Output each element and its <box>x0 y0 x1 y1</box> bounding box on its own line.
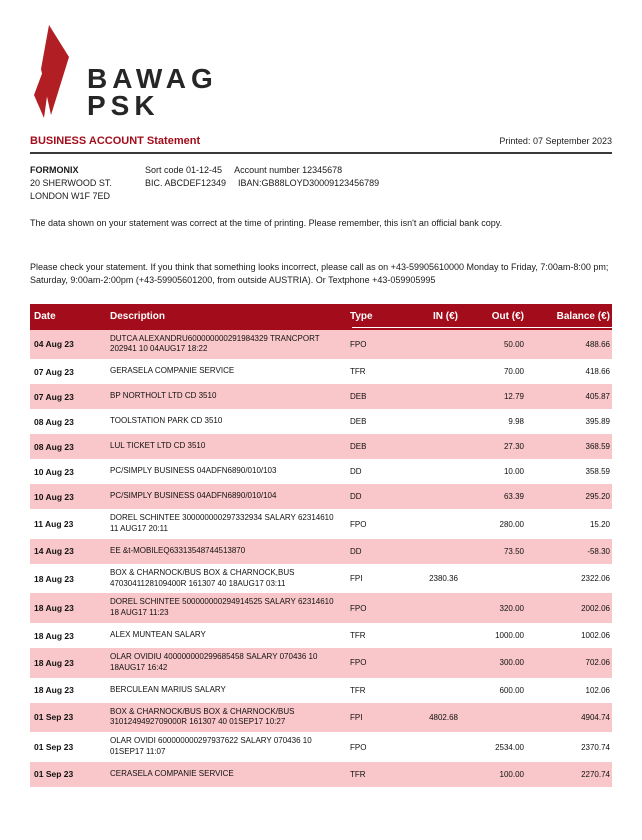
cell-desc: TOOLSTATION PARK CD 3510 <box>110 416 223 426</box>
cell-out: 9.98 <box>508 417 524 427</box>
bawag-psk-diamond-icon <box>31 25 71 119</box>
cell-bal: 15.20 <box>589 519 610 529</box>
cell-date: 18 Aug 23 <box>34 630 74 641</box>
cell-type: DD <box>350 546 362 556</box>
sort-code-line <box>145 164 379 177</box>
cell-bal: 2322.06 <box>581 574 610 584</box>
cell-bal: 702.06 <box>585 658 610 668</box>
column-header-type: Type <box>350 311 373 323</box>
sort-code: Sort code 01-12-45 <box>145 165 223 175</box>
account-holder-name: FORMONIX <box>30 165 79 175</box>
cell-out: 1000.00 <box>495 631 524 641</box>
column-header-description: Description <box>110 311 166 323</box>
table-header <box>30 304 612 330</box>
bank-logo <box>31 25 642 125</box>
cell-out: 100.00 <box>499 769 524 779</box>
cell-out: 50.00 <box>503 339 524 349</box>
cell-out: 320.00 <box>499 603 524 613</box>
statement-title: BUSINESS ACCOUNT Statement <box>30 135 201 147</box>
cell-date: 04 Aug 23 <box>34 339 74 350</box>
column-header-date: Date <box>34 311 56 323</box>
cell-desc: PC/SIMPLY BUSINESS 04ADFN6890/010/103 <box>110 466 277 476</box>
account-holder <box>30 164 145 203</box>
cell-type: FPO <box>350 658 367 668</box>
transaction-row <box>30 678 612 703</box>
cell-type: FPI <box>350 712 363 722</box>
iban: IBAN:GB88LOYD30009123456789 <box>238 178 380 189</box>
cell-bal: 295.20 <box>585 492 610 502</box>
cell-type: TFR <box>350 631 366 641</box>
check-statement-notice: Please check your statement. If you think that something looks incorrect, please call as on +43-59905610000 Monday to Friday, 7:00am-8:00 pm; Saturday, 9:00am-2:00pm (+43-59905601200, from outside AUSTRIA). Or Textphone +43-059905995 <box>30 261 609 286</box>
cell-desc: BP NORTHOLT LTD CD 3510 <box>110 391 217 401</box>
transaction-row <box>30 459 612 484</box>
cell-out: 10.00 <box>503 467 524 477</box>
transactions-table <box>30 304 612 787</box>
cell-bal: 2370.74 <box>581 742 610 752</box>
column-header-balance: Balance (€) <box>556 311 610 323</box>
transaction-row <box>30 648 612 678</box>
account-address-line2: LONDON W1F 7ED <box>30 191 111 202</box>
transaction-row <box>30 409 612 434</box>
cell-type: DD <box>350 492 362 502</box>
cell-desc: CERASELA COMPANIE SERVICE <box>110 768 234 778</box>
transaction-row <box>30 330 612 360</box>
transaction-row <box>30 564 612 594</box>
bic: BIC. ABCDEF12349 <box>145 178 227 189</box>
cell-desc: OLAR OVIDI 600000000297937622 SALARY 070436 10 01SEP17 11:07 <box>110 736 312 756</box>
logo-line-2: PSK <box>87 90 160 122</box>
account-number: Account number 12345678 <box>234 165 343 175</box>
cell-desc: ALEX MUNTEAN SALARY <box>110 630 206 640</box>
bic-iban-line <box>145 177 379 190</box>
cell-date: 01 Sep 23 <box>34 712 74 723</box>
cell-date: 01 Sep 23 <box>34 769 74 780</box>
cell-out: 12.79 <box>503 392 524 402</box>
cell-date: 11 Aug 23 <box>34 519 74 530</box>
cell-desc: EE &t-MOBILEQ63313548744513870 <box>110 545 246 555</box>
cell-bal: 488.66 <box>585 339 610 349</box>
cell-date: 08 Aug 23 <box>34 441 74 452</box>
transaction-row <box>30 484 612 509</box>
cell-type: DEB <box>350 392 367 402</box>
cell-desc: BOX & CHARNOCK/BUS BOX & CHARNOCK/BUS 3101249492709000R 161307 40 01SEP17 10:27 <box>110 706 295 727</box>
cell-bal: 368.59 <box>585 442 610 452</box>
cell-date: 18 Aug 23 <box>34 603 74 614</box>
title-row <box>30 135 612 147</box>
cell-type: DEB <box>350 417 367 427</box>
cell-bal: -58.30 <box>587 546 610 556</box>
cell-date: 08 Aug 23 <box>34 416 74 427</box>
transaction-row <box>30 703 612 733</box>
cell-type: FPO <box>350 603 367 613</box>
cell-out: 300.00 <box>499 658 524 668</box>
cell-desc: DOREL SCHINTEE 500000000294914525 SALARY 62314610 18 AUG17 11:23 <box>110 597 334 618</box>
cell-out: 63.39 <box>503 492 524 502</box>
cell-desc: PC/SIMPLY BUSINESS 04ADFN6890/010/104 <box>110 491 277 501</box>
cell-desc: GERASELA COMPANIE SERVICE <box>110 366 235 376</box>
account-block <box>30 164 612 203</box>
table-body <box>30 330 612 787</box>
cell-type: TFR <box>350 367 366 377</box>
printing-notice: The data shown on your statement was correct at the time of printing. Please remember, this isn't an official bank copy. <box>30 218 503 229</box>
transaction-row <box>30 434 612 459</box>
transaction-row <box>30 539 612 564</box>
cell-bal: 358.59 <box>585 467 610 477</box>
cell-out: 280.00 <box>499 519 524 529</box>
cell-out: 2534.00 <box>495 742 524 752</box>
logo-line-1: BAWAG <box>87 63 218 94</box>
transaction-row <box>30 732 612 762</box>
cell-desc: BOX & CHARNOCK/BUS BOX & CHARNOCK,BUS 4703041128109400R 161307 40 18AUG17 03:11 <box>110 567 295 588</box>
cell-in: 2380.36 <box>429 574 458 584</box>
cell-date: 18 Aug 23 <box>34 657 74 668</box>
cell-out: 600.00 <box>499 685 524 695</box>
cell-type: TFR <box>350 769 366 779</box>
cell-date: 18 Aug 23 <box>34 685 74 696</box>
bank-logo-text <box>87 65 218 125</box>
column-header-out: Out (€) <box>491 311 524 323</box>
transaction-row <box>30 359 612 384</box>
cell-date: 14 Aug 23 <box>34 546 74 557</box>
cell-type: FPI <box>350 574 363 584</box>
cell-bal: 2002.06 <box>581 603 610 613</box>
cell-bal: 1002.06 <box>581 631 610 641</box>
cell-bal: 405.87 <box>585 392 610 402</box>
cell-out: 70.00 <box>503 367 524 377</box>
cell-desc: OLAR OVIDIU 400000000299685458 SALARY 070436 10 18AUG17 16:42 <box>110 652 318 672</box>
transaction-row <box>30 623 612 648</box>
cell-type: DEB <box>350 442 367 452</box>
cell-out: 27.30 <box>503 442 524 452</box>
header-divider <box>30 152 612 154</box>
transaction-row <box>30 384 612 409</box>
cell-type: TFR <box>350 685 366 695</box>
cell-date: 18 Aug 23 <box>34 573 74 584</box>
transaction-row <box>30 762 612 787</box>
transaction-row <box>30 509 612 539</box>
cell-date: 10 Aug 23 <box>34 466 74 477</box>
cell-desc: BERCULEAN MARIUS SALARY <box>110 684 226 694</box>
cell-type: FPO <box>350 339 367 349</box>
cell-desc: DUTCA ALEXANDRU600000000291984329 TRANCPORT 202941 10 04AUG17 18:22 <box>110 333 320 354</box>
printed-date: Printed: 07 September 2023 <box>499 136 612 146</box>
account-address-line1: 20 SHERWOOD ST. <box>30 178 112 189</box>
cell-desc: LUL TICKET LTD CD 3510 <box>110 441 206 451</box>
cell-in: 4802.68 <box>429 712 458 722</box>
cell-date: 07 Aug 23 <box>34 366 74 377</box>
cell-desc: DOREL SCHINTEE 300000000297332934 SALARY 62314610 11 AUG17 20:11 <box>110 513 334 534</box>
cell-date: 01 Sep 23 <box>34 742 74 752</box>
cell-bal: 4904.74 <box>581 712 610 722</box>
cell-bal: 395.89 <box>585 417 610 427</box>
cell-out: 73.50 <box>503 546 524 556</box>
cell-date: 10 Aug 23 <box>34 491 74 502</box>
column-header-in: IN (€) <box>433 311 458 323</box>
cell-type: DD <box>350 467 362 477</box>
cell-date: 07 Aug 23 <box>34 391 74 402</box>
cell-bal: 102.06 <box>585 685 610 695</box>
cell-bal: 2270.74 <box>581 769 610 779</box>
cell-bal: 418.66 <box>585 367 610 377</box>
cell-type: FPO <box>350 519 367 529</box>
transaction-row <box>30 593 612 623</box>
cell-type: FPO <box>350 742 367 752</box>
account-numbers <box>145 164 379 203</box>
